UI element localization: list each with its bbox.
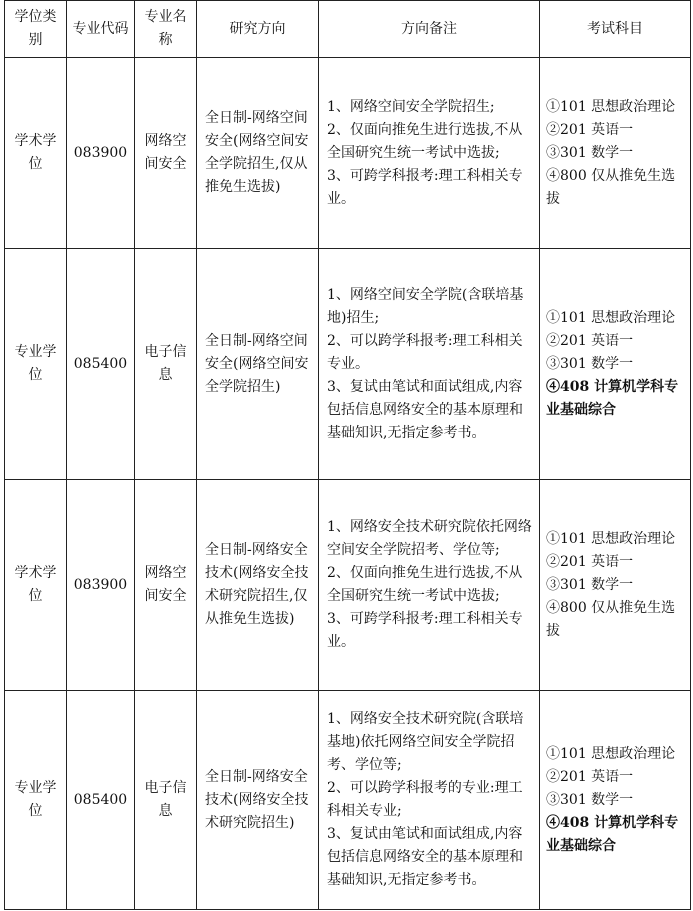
notes-cell <box>319 480 540 691</box>
degree-type-cell: 学术学位 <box>5 480 67 691</box>
note-line: 3、复试由笔试和面试组成,内容包括信息网络安全的基本原理和基础知识,无指定参考书。 <box>327 378 523 441</box>
header-subjects: 考试科目 <box>540 1 691 58</box>
direction-cell: 全日制-网络空间安全(网络空间安全学院招生) <box>197 249 319 480</box>
table-row <box>5 249 691 480</box>
notes-cell <box>319 58 540 249</box>
subject-line: ②201 英语一 <box>546 121 634 138</box>
subject-line: ①101 思想政治理论 <box>546 309 676 326</box>
note-line: 3、可跨学科报考:理工科相关专业。 <box>327 167 523 207</box>
header-row <box>5 1 691 58</box>
direction-cell: 全日制-网络安全技术(网络安全技术研究院招生) <box>197 691 319 910</box>
note-line: 2、可以跨学科报考的专业:理工科相关专业; <box>327 780 523 819</box>
note-line: 2、仅面向推免生进行选拔,不从全国研究生统一考试中选拔; <box>327 121 523 161</box>
header-major-code: 专业代码 <box>67 1 135 58</box>
subjects-cell <box>540 249 691 480</box>
subject-line-emphasized: ④408 计算机学科专业基础综合 <box>546 814 679 854</box>
header-notes: 方向备注 <box>319 1 540 58</box>
major-code-cell: 085400 <box>67 249 135 480</box>
note-line: 1、网络安全技术研究院依托网络空间安全学院招考、学位等; <box>327 519 532 558</box>
major-name-cell: 电子信息 <box>135 249 197 480</box>
major-code-cell: 083900 <box>67 480 135 691</box>
note-line: 3、可跨学科报考:理工科相关专业。 <box>327 611 523 650</box>
subject-line: ①101 思想政治理论 <box>546 745 676 762</box>
major-name-cell: 网络空间安全 <box>135 58 197 249</box>
table-row <box>5 691 691 910</box>
subject-line: ②201 英语一 <box>546 553 634 570</box>
subject-line: ③301 数学一 <box>546 576 634 593</box>
subject-line: ①101 思想政治理论 <box>546 98 676 115</box>
subject-line: ①101 思想政治理论 <box>546 530 676 547</box>
subjects-cell <box>540 480 691 691</box>
degree-type-cell: 专业学位 <box>5 691 67 910</box>
subject-line: ③301 数学一 <box>546 355 634 372</box>
major-code-cell: 085400 <box>67 691 135 910</box>
subject-line: ③301 数学一 <box>546 144 634 161</box>
note-line: 2、仅面向推免生进行选拔,不从全国研究生统一考试中选拔; <box>327 565 523 604</box>
notes-cell <box>319 691 540 910</box>
subject-line: ④800 仅从推免生选拔 <box>546 599 676 639</box>
admissions-table <box>4 0 691 910</box>
degree-type-cell: 专业学位 <box>5 249 67 480</box>
major-code-cell: 083900 <box>67 58 135 249</box>
header-major-name: 专业名称 <box>135 1 197 58</box>
subject-line: ④800 仅从推免生选拔 <box>546 167 676 207</box>
note-line: 1、网络空间安全学院招生; <box>327 98 495 115</box>
note-line: 3、复试由笔试和面试组成,内容包括信息网络安全的基本原理和基础知识,无指定参考书。 <box>327 826 523 888</box>
subject-line: ③301 数学一 <box>546 791 634 808</box>
note-line: 1、网络空间安全学院(含联培基地)招生; <box>327 286 524 326</box>
subject-line-emphasized: ④408 计算机学科专业基础综合 <box>546 378 679 418</box>
table-row <box>5 480 691 691</box>
subject-line: ②201 英语一 <box>546 332 634 349</box>
note-line: 1、网络安全技术研究院(含联培基地)依托网络空间安全学院招考、学位等; <box>327 711 524 773</box>
notes-cell <box>319 249 540 480</box>
degree-type-cell: 学术学位 <box>5 58 67 249</box>
major-name-cell: 电子信息 <box>135 691 197 910</box>
direction-cell: 全日制-网络空间安全(网络空间安全学院招生,仅从推免生选拔) <box>197 58 319 249</box>
header-degree-type: 学位类别 <box>5 1 67 58</box>
direction-cell: 全日制-网络安全技术(网络安全技术研究院招生,仅从推免生选拔) <box>197 480 319 691</box>
table-row <box>5 58 691 249</box>
header-direction: 研究方向 <box>197 1 319 58</box>
subjects-cell <box>540 58 691 249</box>
subjects-cell <box>540 691 691 910</box>
subject-line: ②201 英语一 <box>546 768 634 785</box>
note-line: 2、可以跨学科报考:理工科相关专业。 <box>327 332 523 372</box>
major-name-cell: 网络空间安全 <box>135 480 197 691</box>
